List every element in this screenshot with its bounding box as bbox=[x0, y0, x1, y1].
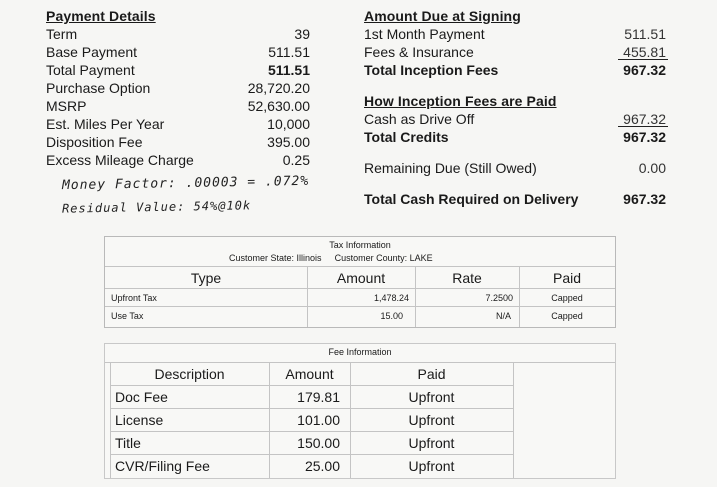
total-inception-fees-value: 967.32 bbox=[623, 62, 666, 78]
disposition-fee-value: 395.00 bbox=[267, 134, 310, 150]
list-item bbox=[46, 61, 310, 79]
first-month-payment-label: 1st Month Payment bbox=[364, 26, 485, 42]
column-header-description: Description bbox=[154, 366, 225, 382]
fee-info-title: Fee Information bbox=[328, 347, 392, 357]
purchase-option-label: Purchase Option bbox=[46, 80, 151, 96]
column-header-amount: Amount bbox=[336, 270, 386, 286]
msrp-value: 52,630.00 bbox=[247, 98, 310, 114]
fee-paid: Upfront bbox=[408, 458, 455, 474]
fee-paid: Upfront bbox=[408, 412, 455, 428]
total-credits-value: 967.32 bbox=[623, 129, 666, 145]
inception-paid-heading: How Inception Fees are Paid bbox=[364, 93, 557, 109]
customer-state bbox=[229, 253, 433, 263]
fee-description: CVR/Filing Fee bbox=[115, 458, 210, 474]
county-value: LAKE bbox=[409, 253, 433, 263]
table-rule bbox=[110, 431, 513, 432]
tax-amount: 15.00 bbox=[380, 311, 403, 321]
amount-due-heading: Amount Due at Signing bbox=[364, 8, 521, 24]
miles-per-year-value: 10,000 bbox=[267, 116, 310, 132]
msrp-label: MSRP bbox=[46, 98, 87, 114]
tax-info-table bbox=[104, 236, 616, 328]
fee-amount: 150.00 bbox=[297, 435, 340, 451]
list-item bbox=[364, 128, 666, 146]
state-label: Customer State: bbox=[229, 253, 295, 263]
table-rule bbox=[513, 362, 514, 478]
fee-amount: 101.00 bbox=[297, 412, 340, 428]
total-credits-label: Total Credits bbox=[364, 129, 449, 145]
fee-paid: Upfront bbox=[408, 435, 455, 451]
handwritten-money-factor: Money Factor: .00003 = .072% bbox=[61, 173, 310, 194]
tax-info-title: Tax Information bbox=[329, 240, 391, 250]
handwritten-residual-value: Residual Value: 54%@10k bbox=[61, 198, 252, 216]
cash-required-value: 967.32 bbox=[623, 191, 666, 207]
term-value: 39 bbox=[294, 26, 310, 42]
disposition-fee-label: Disposition Fee bbox=[46, 134, 143, 150]
column-header-paid: Paid bbox=[552, 270, 582, 286]
column-header-paid: Paid bbox=[417, 366, 446, 382]
list-item bbox=[46, 79, 310, 97]
column-header-rate: Rate bbox=[452, 270, 482, 286]
first-month-payment-value: 511.51 bbox=[624, 26, 666, 42]
list-item bbox=[46, 133, 310, 151]
list-item bbox=[46, 151, 310, 169]
table-rule bbox=[105, 306, 615, 307]
fee-amount: 179.81 bbox=[297, 389, 340, 405]
fees-insurance-label: Fees & Insurance bbox=[364, 44, 474, 60]
list-item bbox=[364, 190, 666, 208]
table-rule bbox=[105, 288, 615, 289]
base-payment-value: 511.51 bbox=[268, 44, 310, 60]
miles-per-year-label: Est. Miles Per Year bbox=[46, 116, 165, 132]
tax-type: Use Tax bbox=[111, 311, 144, 321]
fee-description: Doc Fee bbox=[115, 389, 168, 405]
term-label: Term bbox=[46, 26, 78, 42]
total-inception-fees-label: Total Inception Fees bbox=[364, 62, 499, 78]
list-item bbox=[46, 43, 310, 61]
county-label: Customer County: bbox=[334, 253, 408, 263]
list-item bbox=[46, 115, 310, 133]
cash-drive-off-value: 967.32 bbox=[623, 111, 666, 127]
column-header-amount: Amount bbox=[285, 366, 334, 382]
list-item bbox=[364, 159, 666, 177]
tax-type: Upfront Tax bbox=[111, 293, 157, 303]
base-payment-label: Base Payment bbox=[46, 44, 138, 60]
tax-paid: Capped bbox=[551, 293, 583, 303]
cash-required-label: Total Cash Required on Delivery bbox=[364, 191, 579, 207]
list-item bbox=[364, 25, 666, 43]
table-rule bbox=[105, 266, 615, 267]
total-payment-value: 511.51 bbox=[267, 62, 310, 78]
excess-mileage-label: Excess Mileage Charge bbox=[46, 152, 194, 168]
table-rule bbox=[105, 362, 615, 363]
fees-insurance-value: 455.81 bbox=[623, 44, 666, 60]
sum-rule bbox=[618, 126, 668, 127]
fee-description: Title bbox=[115, 435, 141, 451]
fee-amount: 25.00 bbox=[304, 458, 340, 474]
sum-rule bbox=[618, 59, 668, 60]
table-rule bbox=[110, 454, 513, 455]
list-item bbox=[46, 97, 310, 115]
tax-rate: N/A bbox=[495, 311, 511, 321]
purchase-option-value: 28,720.20 bbox=[247, 80, 310, 96]
tax-paid: Capped bbox=[551, 311, 583, 321]
excess-mileage-value: 0.25 bbox=[282, 152, 310, 168]
fee-info-table bbox=[104, 343, 616, 479]
remaining-due-label: Remaining Due (Still Owed) bbox=[364, 160, 537, 176]
state-value: Illinois bbox=[296, 253, 322, 263]
tax-rate: 7.2500 bbox=[485, 293, 513, 303]
tax-amount: 1,478.24 bbox=[373, 293, 409, 303]
fee-paid: Upfront bbox=[408, 389, 455, 405]
payment-details-heading: Payment Details bbox=[46, 8, 156, 24]
table-rule bbox=[110, 385, 513, 386]
list-item bbox=[364, 61, 666, 79]
column-header-type: Type bbox=[190, 270, 222, 286]
total-payment-label: Total Payment bbox=[46, 62, 135, 78]
table-rule bbox=[110, 408, 513, 409]
fee-description: License bbox=[115, 412, 164, 428]
list-item bbox=[46, 25, 310, 43]
cash-drive-off-label: Cash as Drive Off bbox=[364, 111, 475, 127]
remaining-due-value: 0.00 bbox=[638, 160, 666, 176]
